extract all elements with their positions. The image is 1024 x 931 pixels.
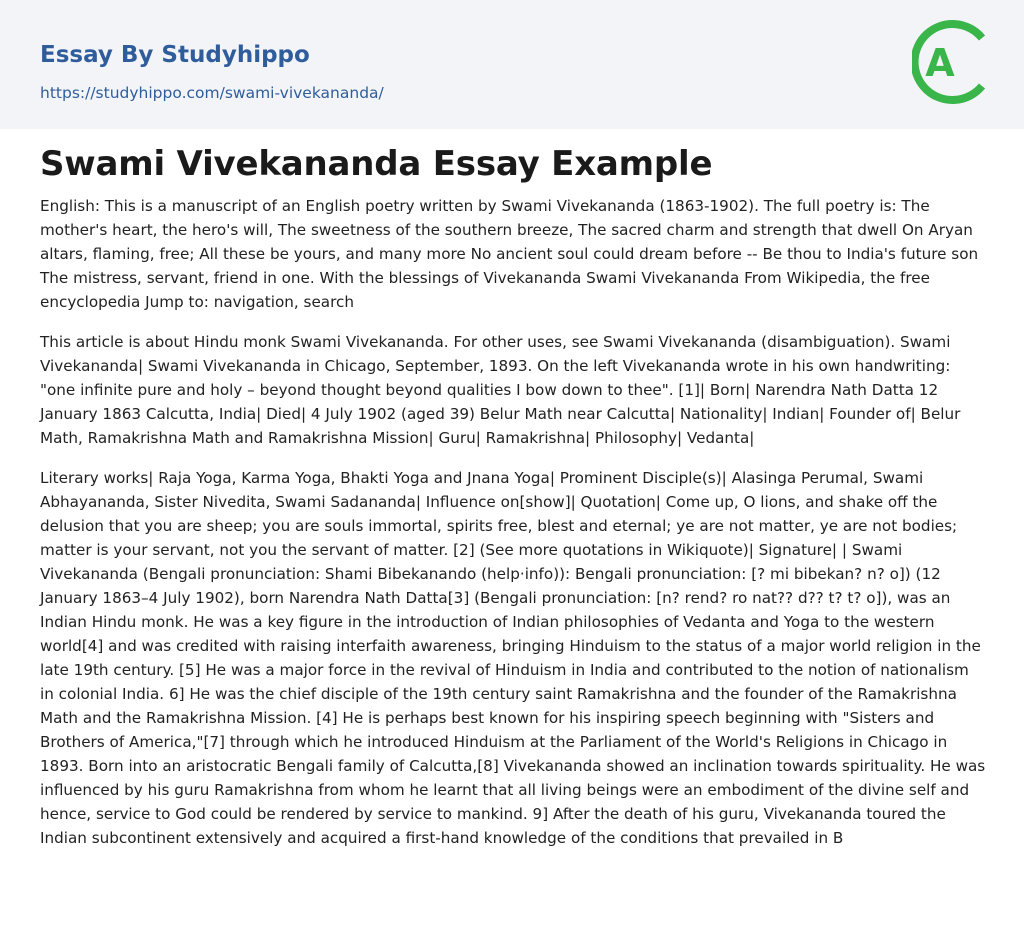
site-brand[interactable]: Essay By Studyhippo <box>40 42 310 68</box>
article-paragraph: This article is about Hindu monk Swami Vivekananda. For other uses, see Swami Vivekananda (disambiguation). Swami Vivekananda| Swami Vivekananda in Chicago, September, 1893. On the left Vivekananda wrote in his own handwriting: "one infinite pure and holy – beyond thought beyond qualities I bow down to thee". [1]| Born| Narendra Nath Datta 12 January 1863 Calcutta, India| Died| 4 July 1902 (aged 39) Belur Math near Calcutta| Nationality| Indian| Founder of| Belur Math, Ramakrishna Math and Ramakrishna Mission| Guru| Ramakrishna| Philosophy| Vedanta| <box>40 333 961 447</box>
site-header <box>0 0 1024 129</box>
article-body <box>40 194 986 866</box>
article-paragraph: English: This is a manuscript of an English poetry written by Swami Vivekananda (1863-1902). The full poetry is: The mother's heart, the hero's will, The sweetness of the southern breeze, The sacred charm and strength that dwell On Aryan altars, flaming, free; All these be yours, and many more No ancient soul could dream before -- Be thou to India's future son The mistress, servant, friend in one. With the blessings of Vivekananda Swami Vivekananda From Wikipedia, the free encyclopedia Jump to: navigation, search <box>40 197 979 311</box>
page-url-link[interactable]: https://studyhippo.com/swami-vivekananda/ <box>40 84 384 102</box>
studyhippo-logo-icon[interactable] <box>912 19 988 105</box>
logo-letter: A <box>925 41 955 85</box>
page-title: Swami Vivekananda Essay Example <box>40 144 713 184</box>
article-paragraph: Literary works| Raja Yoga, Karma Yoga, Bhakti Yoga and Jnana Yoga| Prominent Disciple(s)| Alasinga Perumal, Swami Abhayananda, Sister Nivedita, Swami Sadananda| Influence on[show]| Quotation| Come up, O lions, and shake off the delusion that you are sheep; you are souls immortal, spirits free, blest and eternal; ye are not matter, ye are not bodies; matter is your servant, not you the servant of matter. [2] (See more quotations in Wikiquote)| Signature| | Swami Vivekananda (Bengali pronunciation: Shami Bibekanando (help·info)): Bengali pronunciation: [? mi bibekan? n? o]) (12 January 1863–4 July 1902), born Narendra Nath Datta[3] (Bengali pronunciation: [n? rend? ro nat?? d?? t? t? o]), was an Indian Hindu monk. He was a key figure in the introduction of Indian philosophies of Vedanta and Yoga to the western world[4] and was credited with raising interfaith awareness, bringing Hinduism to the status of a major world religion in the late 19th century. [5] He was a major force in the revival of Hinduism in India and contributed to the notion of nationalism in colonial India. 6] He was the chief disciple of the 19th century saint Ramakrishna and the founder of the Ramakrishna Math and the Ramakrishna Mission. [4] He is perhaps best known for his inspiring speech beginning with "Sisters and Brothers of America,"[7] through which he introduced Hinduism at the Parliament of the World's Religions in Chicago in 1893. Born into an aristocratic Bengali family of Calcutta,[8] Vivekananda showed an inclination towards spirituality. He was influenced by his guru Ramakrishna from whom he learnt that all living beings were an embodiment of the divine self and hence, service to God could be rendered by service to mankind. 9] After the death of his guru, Vivekananda toured the Indian subcontinent extensively and acquired a first-hand knowledge of the conditions that prevailed in B <box>40 469 986 847</box>
